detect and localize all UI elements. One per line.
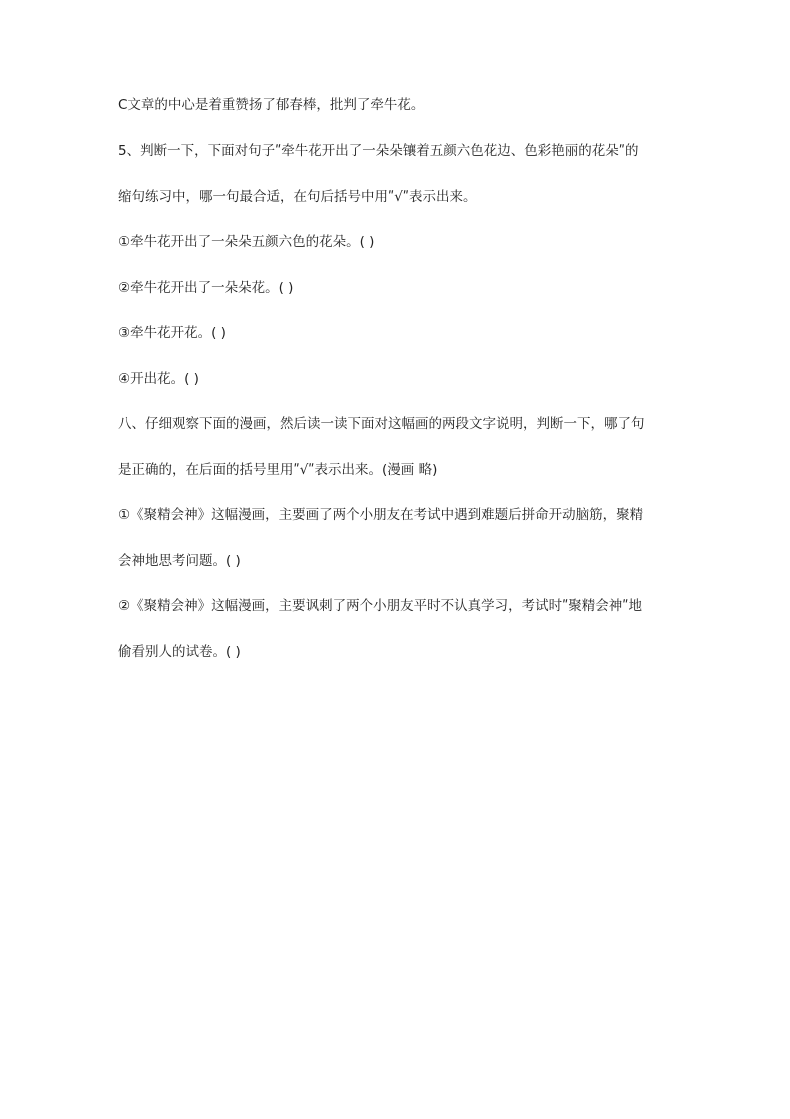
text-line-statement-2: ②《聚精会神》这幅漫画，主要讽刺了两个小朋友平时不认真学习，考试时ʺ聚精会神ʺ地 — [118, 598, 643, 614]
text-line-choice-2: ②牵牛花开出了一朵朵花。( ) — [118, 280, 294, 296]
text-line-choice-1: ①牵牛花开出了一朵朵五颜六色的花朵。( ) — [118, 234, 375, 250]
text-line-question-5: 5、判断一下，下面对句子ʺ牵牛花开出了一朵朵镶着五颜六色花边、色彩艳丽的花朵ʺ的 — [118, 143, 639, 159]
text-line-statement-1-cont: 会神地思考问题。( ) — [118, 553, 241, 569]
text-line-choice-3: ③牵牛花开花。( ) — [118, 325, 226, 341]
text-line-option-c: C文章的中心是着重赞扬了郁春棒，批判了牵牛花。 — [118, 97, 425, 113]
text-line-choice-4: ④开出花。( ) — [118, 371, 199, 387]
text-line-statement-2-cont: 偷看别人的试卷。( ) — [118, 644, 241, 660]
text-line-section-8: 八、仔细观察下面的漫画，然后读一读下面对这幅画的两段文字说明，判断一下，哪了句 — [118, 416, 645, 432]
text-line-section-8-cont: 是正确的，在后面的括号里用ʺ√ʺ表示出来。(漫画 略) — [118, 462, 438, 478]
text-line-question-5-cont: 缩句练习中，哪一句最合适，在句后括号中用ʺ√ʺ表示出来。 — [118, 189, 477, 205]
text-line-statement-1: ①《聚精会神》这幅漫画，主要画了两个小朋友在考试中遇到难题后拼命开动脑筋，聚精 — [118, 507, 644, 523]
